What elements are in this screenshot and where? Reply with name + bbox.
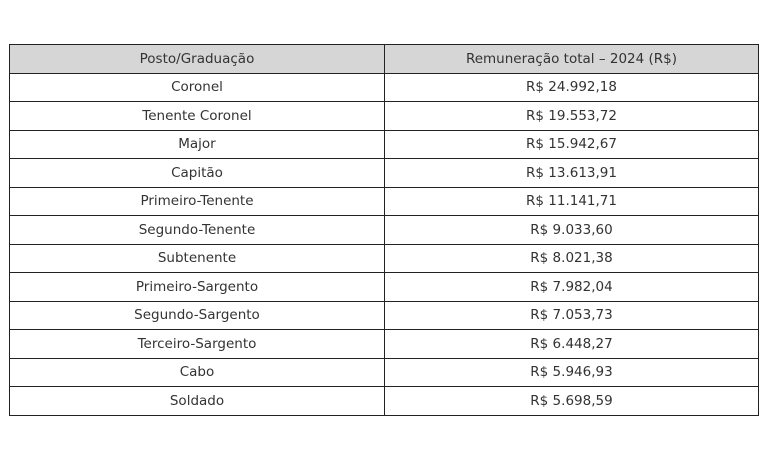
table-row: [10, 159, 759, 188]
header-remuneration: Remuneração total – 2024 (R$): [385, 45, 759, 74]
rank-cell: Primeiro-Tenente: [10, 187, 385, 216]
table-row: [10, 358, 759, 387]
remuneration-cell: R$ 5.698,59: [385, 387, 759, 416]
remuneration-cell: R$ 19.553,72: [385, 102, 759, 131]
table-row: [10, 330, 759, 359]
remuneration-table: [9, 44, 759, 416]
remuneration-cell: R$ 7.982,04: [385, 273, 759, 302]
header-rank: Posto/Graduação: [10, 45, 385, 74]
rank-cell: Soldado: [10, 387, 385, 416]
rank-cell: Capitão: [10, 159, 385, 188]
rank-cell: Cabo: [10, 358, 385, 387]
table-row: [10, 102, 759, 131]
table-row: [10, 273, 759, 302]
table-row: [10, 301, 759, 330]
rank-cell: Major: [10, 130, 385, 159]
rank-cell: Segundo-Tenente: [10, 216, 385, 245]
rank-cell: Coronel: [10, 73, 385, 102]
table-row: [10, 130, 759, 159]
remuneration-cell: R$ 15.942,67: [385, 130, 759, 159]
remuneration-cell: R$ 9.033,60: [385, 216, 759, 245]
header-row: [10, 45, 759, 74]
remuneration-cell: R$ 13.613,91: [385, 159, 759, 188]
rank-cell: Subtenente: [10, 244, 385, 273]
rank-cell: Segundo-Sargento: [10, 301, 385, 330]
remuneration-cell: R$ 7.053,73: [385, 301, 759, 330]
remuneration-cell: R$ 6.448,27: [385, 330, 759, 359]
table-row: [10, 244, 759, 273]
table-row: [10, 216, 759, 245]
remuneration-cell: R$ 11.141,71: [385, 187, 759, 216]
table-row: [10, 73, 759, 102]
rank-cell: Primeiro-Sargento: [10, 273, 385, 302]
table-row: [10, 387, 759, 416]
rank-cell: Terceiro-Sargento: [10, 330, 385, 359]
remuneration-cell: R$ 5.946,93: [385, 358, 759, 387]
remuneration-cell: R$ 8.021,38: [385, 244, 759, 273]
remuneration-cell: R$ 24.992,18: [385, 73, 759, 102]
table-row: [10, 187, 759, 216]
rank-cell: Tenente Coronel: [10, 102, 385, 131]
